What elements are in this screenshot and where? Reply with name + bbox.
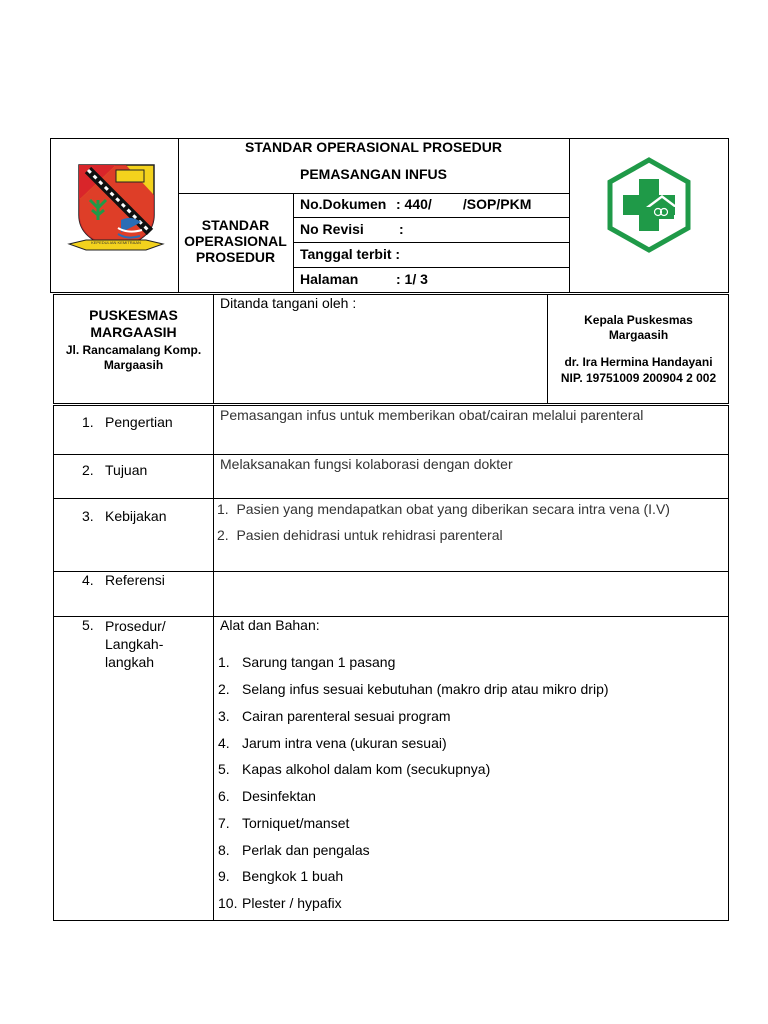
policy-item: 1. Pasien yang mendapatkan obat yang diberikan secara intra vena (I.V) (217, 501, 670, 517)
head-title (548, 313, 729, 343)
head-name: dr. Ira Hermina Handayani (564, 355, 713, 369)
org-name (54, 307, 213, 341)
policy-item: 2. Pasien dehidrasi untuk rehidrasi parenteral (217, 527, 503, 543)
list-item (218, 708, 451, 724)
list-item-text: Desinfektan (242, 788, 316, 804)
section-number: 1. (82, 414, 94, 430)
list-item-text: Sarung tangan 1 pasang (242, 654, 396, 670)
list-item (218, 815, 349, 831)
divider (53, 454, 729, 455)
org-name-line: MARGAASIH (90, 324, 177, 340)
logo-banner-text: KEPEDULIAN KEMITRAAN (91, 240, 141, 245)
org-address (54, 343, 213, 373)
head-title-line: Margaasih (608, 328, 669, 342)
head-nip: NIP. 19751009 200904 2 002 (560, 371, 717, 385)
section-label-tujuan: Tujuan (105, 462, 148, 478)
divider (293, 267, 569, 268)
section-label-prosedur (105, 617, 166, 671)
issue-date-label: Tanggal terbit : (300, 246, 401, 262)
doc-number-value: : 440/ /SOP/PKM (396, 196, 532, 212)
divider (53, 498, 729, 499)
page-label: Halaman (300, 271, 359, 287)
section-content-tujuan: Melaksanakan fungsi kolaborasi dengan dokter (220, 456, 513, 472)
page-value: : 1/ 3 (396, 271, 428, 287)
list-item (218, 654, 395, 670)
list-item-text: Bengkok 1 buah (242, 868, 344, 884)
list-item (218, 842, 370, 858)
list-item (218, 868, 343, 884)
divider (547, 294, 548, 404)
list-item-text: Kapas alkohol dalam kom (secukupnya) (242, 761, 491, 777)
list-item-text: Cairan parenteral sesuai program (242, 708, 451, 724)
sop-label (178, 217, 293, 265)
section-number: 4. (82, 572, 94, 588)
section-label-kebijakan: Kebijakan (105, 508, 167, 524)
list-item-number: 2. (218, 681, 230, 697)
list-item-text: Jarum intra vena (ukuran sesuai) (242, 735, 447, 751)
divider (293, 242, 569, 243)
section-number: 2. (82, 462, 94, 478)
org-address-line: Margaasih (103, 358, 164, 372)
section-label-line: Langkah- (105, 636, 164, 652)
page-subtitle: PEMASANGAN INFUS (299, 166, 447, 182)
list-item-number: 5. (218, 761, 230, 777)
list-item-text: Torniquet/manset (242, 815, 350, 831)
list-item-number: 1. (218, 654, 230, 670)
list-item (218, 788, 316, 804)
list-item (218, 761, 490, 777)
divider (213, 294, 214, 404)
section-content-pengertian: Pemasangan infus untuk memberikan obat/cairan melalui parenteral (220, 407, 644, 423)
sop-label-line: STANDAR (201, 217, 270, 233)
signed-by-label: Ditanda tangani oleh : (220, 295, 357, 311)
list-item-number: 4. (218, 735, 230, 751)
section-number: 3. (82, 508, 94, 524)
page-title: STANDAR OPERASIONAL PROSEDUR (245, 139, 502, 155)
section-label-pengertian: Pengertian (105, 414, 173, 430)
org-address-line: Jl. Rancamalang Komp. (65, 343, 202, 357)
org-name-line: PUSKESMAS (89, 307, 178, 323)
section-label-line: langkah (105, 654, 155, 670)
list-item-number: 3. (218, 708, 230, 724)
list-item (218, 895, 342, 911)
list-item (218, 681, 609, 697)
puskesmas-logo-icon (606, 157, 692, 253)
list-item (218, 735, 447, 751)
divider (293, 217, 569, 218)
divider (293, 193, 294, 293)
list-item-number: 6. (218, 788, 230, 804)
list-item-text: Selang infus sesuai kebutuhan (makro drip atau mikro drip) (242, 681, 609, 697)
district-coat-of-arms-icon (66, 160, 166, 260)
sop-label-line: PROSEDUR (195, 249, 276, 265)
list-item-text: Plester / hypafix (242, 895, 342, 911)
revision-label: No Revisi (300, 221, 364, 237)
divider (178, 138, 179, 293)
doc-number-label: No.Dokumen (300, 196, 387, 212)
revision-value: : (399, 221, 404, 237)
list-item-number: 7. (218, 815, 230, 831)
section-label-line: Prosedur/ (105, 618, 166, 634)
divider (569, 138, 570, 293)
divider (213, 405, 214, 921)
sop-label-line: OPERASIONAL (184, 233, 287, 249)
section-number: 5. (82, 617, 94, 633)
section-label-referensi: Referensi (105, 572, 165, 588)
list-item-text: Perlak dan pengalas (242, 842, 370, 858)
list-item-number: 8. (218, 842, 230, 858)
head-title-line: Kepala Puskesmas (584, 313, 693, 327)
list-item-number: 9. (218, 868, 230, 884)
divider (178, 193, 569, 194)
list-item-number: 10. (218, 895, 238, 911)
materials-intro: Alat dan Bahan: (220, 617, 320, 633)
